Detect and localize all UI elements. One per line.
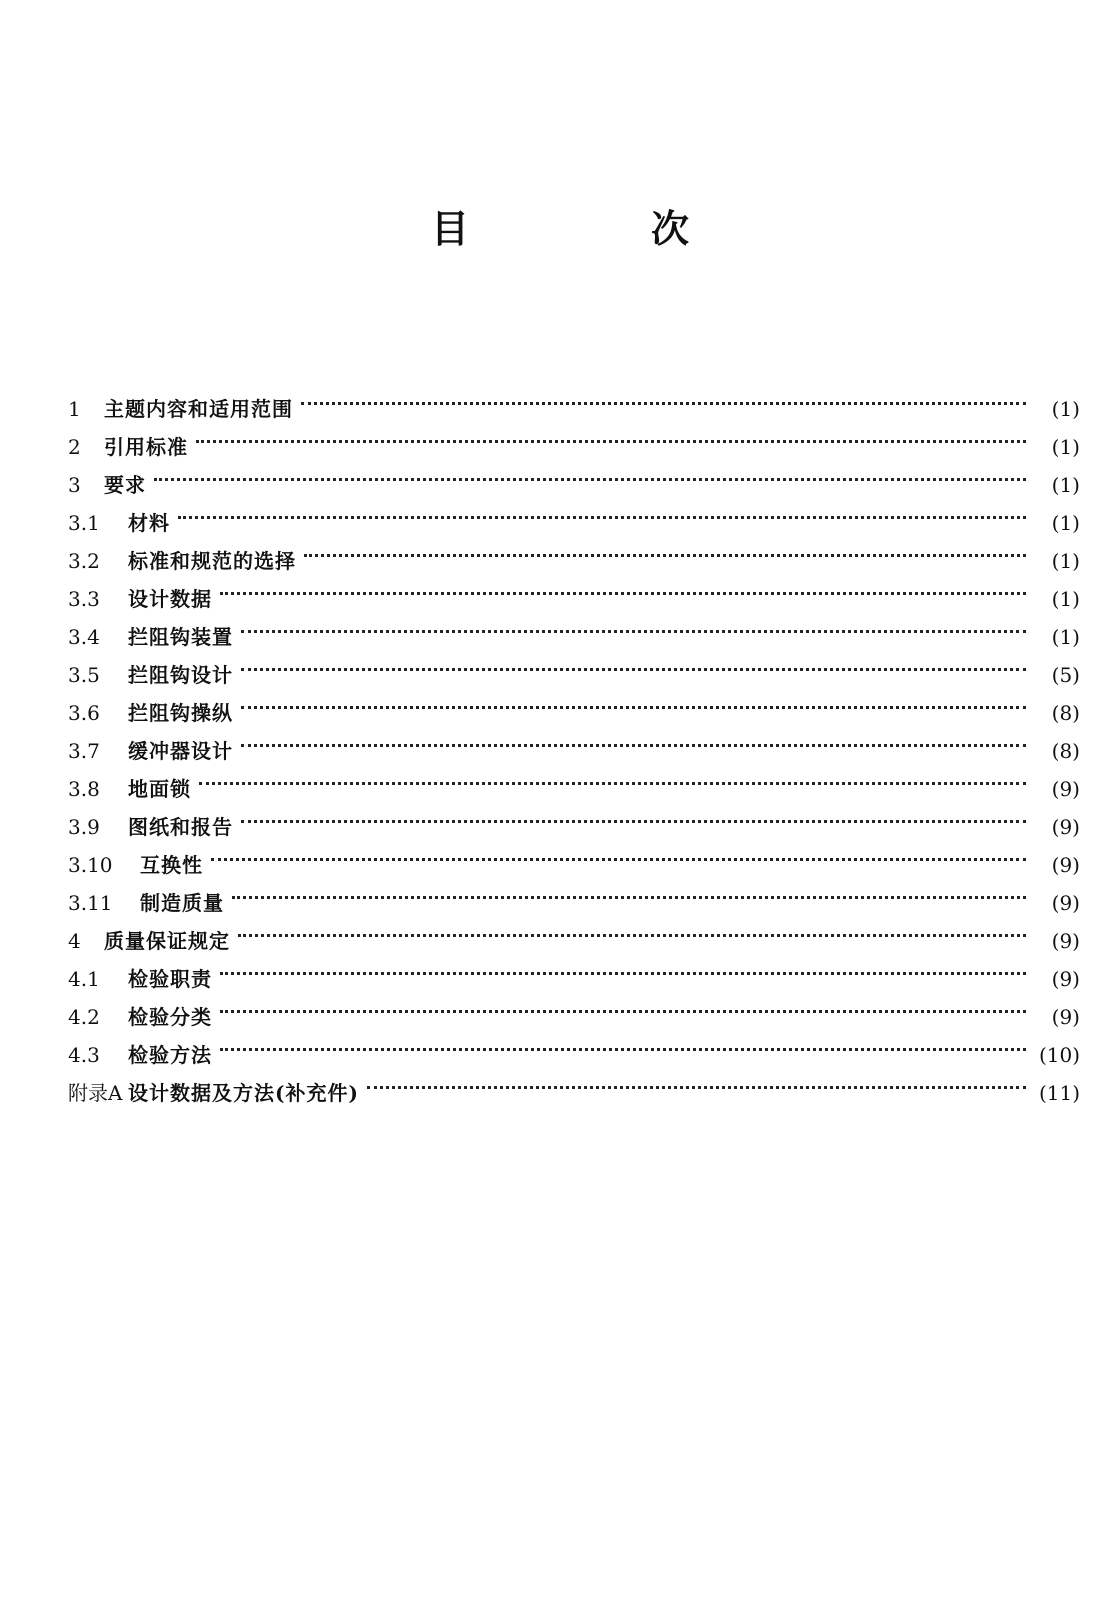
toc-entry-number: 3.1 — [68, 511, 100, 535]
toc-entry-page: (1) — [1051, 473, 1080, 497]
toc-entry-title: 检验分类 — [128, 1005, 212, 1029]
toc-entry-number: 3.4 — [68, 625, 100, 649]
table-of-contents — [68, 378, 1080, 1105]
toc-entry-title: 引用标准 — [104, 435, 188, 459]
toc-entry-title: 缓冲器设计 — [128, 739, 233, 763]
toc-entry-number: 2 — [68, 435, 81, 459]
toc-entry — [68, 796, 1080, 839]
toc-entry-number: 3.2 — [68, 549, 100, 573]
toc-entry-page: (10) — [1038, 1043, 1080, 1067]
toc-entry — [68, 872, 1080, 915]
toc-entry-page: (9) — [1051, 891, 1080, 915]
toc-dot-leader — [154, 454, 1026, 492]
toc-dot-leader — [199, 758, 1026, 796]
toc-entry-page: (1) — [1051, 511, 1080, 535]
toc-dot-leader — [232, 872, 1026, 910]
toc-entry-number: 3.8 — [68, 777, 100, 801]
toc-entry-title: 拦阻钩操纵 — [128, 701, 233, 725]
toc-entry-title: 图纸和报告 — [128, 815, 233, 839]
page-title: 目 次 — [430, 207, 761, 251]
toc-entry-title: 设计数据及方法(补充件) — [128, 1081, 359, 1105]
toc-entry-page: (1) — [1051, 549, 1080, 573]
toc-entry-title: 检验方法 — [128, 1043, 212, 1067]
toc-entry-page: (9) — [1051, 1005, 1080, 1029]
toc-entry-page: (9) — [1051, 967, 1080, 991]
toc-dot-leader — [220, 568, 1026, 606]
toc-dot-leader — [238, 910, 1026, 948]
toc-entry — [68, 834, 1080, 877]
toc-entry-title: 地面锁 — [128, 777, 191, 801]
toc-entry-page: (9) — [1051, 929, 1080, 953]
toc-dot-leader — [241, 606, 1026, 644]
toc-entry — [68, 568, 1080, 611]
toc-entry-number: 1 — [68, 397, 81, 421]
toc-dot-leader — [367, 1062, 1026, 1100]
toc-entry-number: 4 — [68, 929, 81, 953]
toc-dot-leader — [220, 948, 1026, 986]
toc-entry-number: 3.7 — [68, 739, 100, 763]
toc-dot-leader — [241, 796, 1026, 834]
toc-entry — [68, 986, 1080, 1029]
toc-entry-title: 主题内容和适用范围 — [104, 397, 293, 421]
toc-entry-page: (9) — [1051, 853, 1080, 877]
toc-entry-title: 拦阻钩装置 — [128, 625, 233, 649]
toc-entry — [68, 758, 1080, 801]
toc-dot-leader — [241, 720, 1026, 758]
toc-entry-page: (5) — [1051, 663, 1080, 687]
toc-entry-number: 3.11 — [68, 891, 113, 915]
toc-entry-title: 质量保证规定 — [104, 929, 230, 953]
toc-entry-number: 3.9 — [68, 815, 100, 839]
toc-entry — [68, 378, 1080, 421]
toc-entry-title: 拦阻钩设计 — [128, 663, 233, 687]
toc-entry — [68, 1062, 1080, 1105]
toc-entry-page: (9) — [1051, 815, 1080, 839]
toc-entry — [68, 606, 1080, 649]
toc-entry-title: 互换性 — [140, 853, 203, 877]
toc-entry-number: 4.2 — [68, 1005, 100, 1029]
toc-entry-number: 3.3 — [68, 587, 100, 611]
toc-entry — [68, 416, 1080, 459]
toc-entry-number: 4.3 — [68, 1043, 100, 1067]
toc-dot-leader — [196, 416, 1026, 454]
toc-dot-leader — [241, 682, 1026, 720]
toc-entry-title: 标准和规范的选择 — [128, 549, 296, 573]
toc-entry-page: (8) — [1051, 701, 1080, 725]
toc-entry-number: 3.10 — [68, 853, 113, 877]
toc-entry-number: 3.5 — [68, 663, 100, 687]
toc-entry-page: (8) — [1051, 739, 1080, 763]
toc-dot-leader — [220, 1024, 1026, 1062]
toc-dot-leader — [211, 834, 1026, 872]
toc-entry-page: (1) — [1051, 397, 1080, 421]
toc-entry-number: 3.6 — [68, 701, 100, 725]
toc-entry-title: 要求 — [104, 473, 146, 497]
toc-entry — [68, 530, 1080, 573]
toc-dot-leader — [178, 492, 1026, 530]
toc-entry-title: 设计数据 — [128, 587, 212, 611]
toc-entry-page: (11) — [1038, 1081, 1080, 1105]
toc-entry — [68, 454, 1080, 497]
toc-entry-page: (1) — [1051, 587, 1080, 611]
toc-dot-leader — [241, 644, 1026, 682]
toc-entry-number: 4.1 — [68, 967, 100, 991]
toc-entry — [68, 492, 1080, 535]
toc-entry — [68, 1024, 1080, 1067]
toc-entry-title: 材料 — [128, 511, 170, 535]
toc-dot-leader — [304, 530, 1026, 568]
toc-entry — [68, 948, 1080, 991]
toc-dot-leader — [301, 378, 1026, 416]
toc-entry-title: 制造质量 — [140, 891, 224, 915]
toc-entry-page: (1) — [1051, 435, 1080, 459]
toc-entry-number: 3 — [68, 473, 81, 497]
toc-entry-page: (1) — [1051, 625, 1080, 649]
toc-entry-page: (9) — [1051, 777, 1080, 801]
toc-entry-title: 检验职责 — [128, 967, 212, 991]
toc-entry-number: 附录A — [68, 1081, 123, 1105]
toc-dot-leader — [220, 986, 1026, 1024]
